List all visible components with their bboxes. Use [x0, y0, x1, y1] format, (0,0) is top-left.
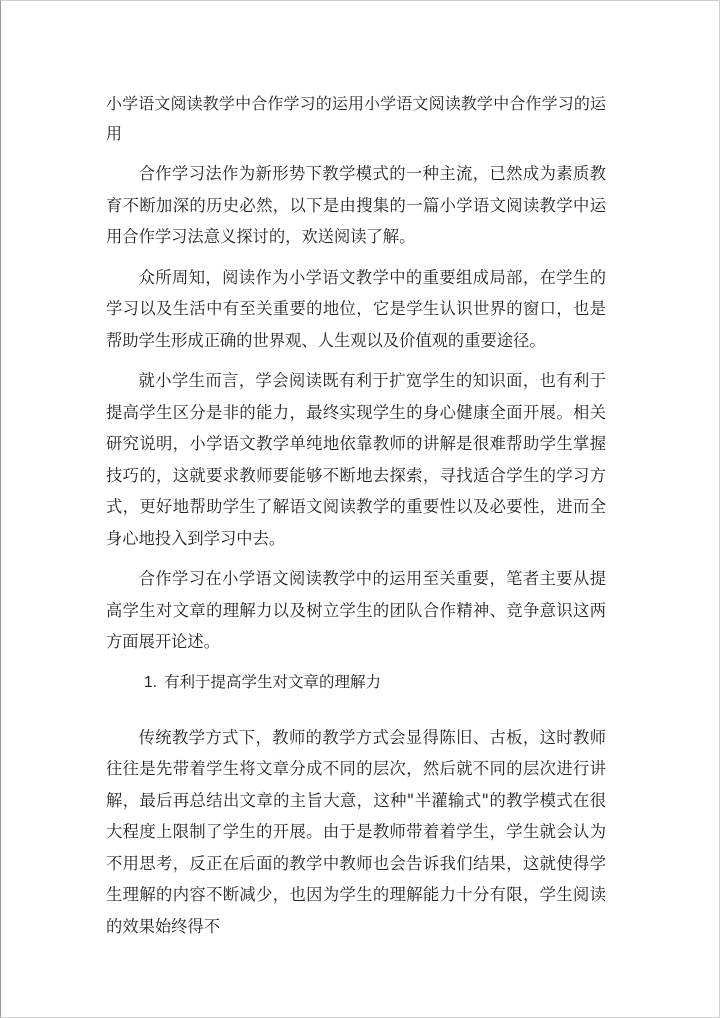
paragraph-traditional-teaching: 传统教学方式下，教师的教学方式会显得陈旧、古板，这时教师往往是先带着学生将文章分成不同的层次，然后就不同的层次进行讲解，最后再总结出文章的主旨大意，这种"半灌输式"的教学模式在很大程度上限制了学生的开展。由于是教师带着着学生，学生就会认为不用思考，反正在后面的教学中教师也会告诉我们结果，这就使得学生理解的内容不断减少，也因为学生的理解能力十分有限，学生阅读的效果始终得不 — [106, 727, 606, 936]
paragraph-reading-importance: 众所周知，阅读作为小学语文教学中的重要组成局部，在学生的学习以及生活中有至关重要的地位，它是学生认识世界的窗口，也是帮助学生形成正确的世界观、人生观以及价值观的重要途径。 — [106, 267, 606, 350]
paragraph-cooperative-learning: 合作学习在小学语文阅读教学中的运用至关重要，笔者主要从提高学生对文章的理解力以及树立学生的团队合作精神、竞争意识这两方面展开论述。 — [106, 569, 606, 651]
document-body — [106, 89, 606, 951]
paragraph-intro: 合作学习法作为新形势下教学模式的一种主流，已然成为素质教育不断加深的历史必然，以下是由搜集的一篇小学语文阅读教学中运用合作学习法意义探讨的，欢送阅读了解。 — [106, 164, 606, 246]
document-title: 小学语文阅读教学中合作学习的运用小学语文阅读教学中合作学习的运用 — [106, 94, 606, 143]
section-heading-1 — [106, 667, 606, 698]
section-heading-text: 有利于提高学生对文章的理解力 — [163, 672, 381, 691]
section-number: 1. — [144, 673, 157, 691]
paragraph-student-benefits: 就小学生而言，学会阅读既有利于扩宽学生的知识面，也有利于提高学生区分是非的能力，最终实现学生的身心健康全面开展。相关研究说明，小学语文教学单纯地依靠教师的讲解是很难帮助学生掌握技巧的，这就要求教师要能够不断地去探索，寻找适合学生的学习方式，更好地帮助学生了解语文阅读教学的重要性以及必要性，进而全身心地投入到学习中去。 — [106, 371, 606, 548]
